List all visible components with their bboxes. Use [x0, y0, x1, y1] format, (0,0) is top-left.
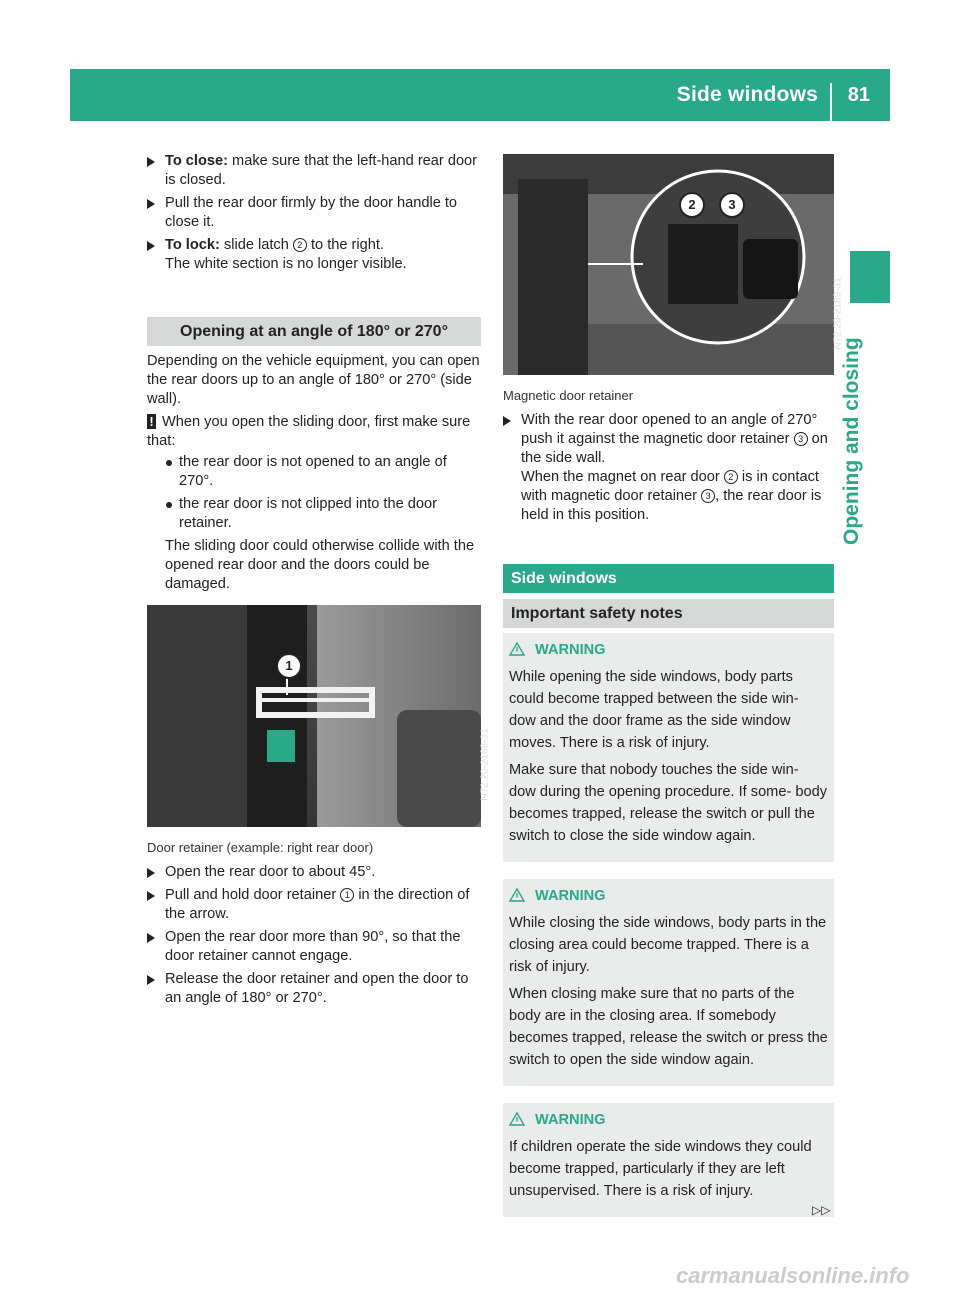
warning-triangle-icon: [509, 888, 525, 902]
arrow-icon: [147, 933, 155, 943]
warning-box-3: WARNING If children operate the side windows they could become trapped, particularly if they are left unsupervised. There is a risk of injury.: [503, 1103, 834, 1217]
warning-text: If children operate the side windows they could become trapped, particularly if they are left unsupervised. There is a risk of injury.: [509, 1139, 812, 1199]
page-number: 81: [847, 84, 870, 106]
section-side-windows: Side windows: [503, 564, 834, 593]
footer-watermark: carmanualsonline.info: [676, 1263, 910, 1288]
right-steps: [503, 386, 834, 529]
callout-number: 1: [340, 888, 354, 902]
warning-triangle-icon: [509, 1112, 525, 1126]
photo-code: N72.20-2188-31: [479, 728, 491, 801]
header-divider: [830, 83, 832, 121]
step-open-45: Open the rear door to about 45°.: [147, 863, 481, 882]
photo-callout-1: 1: [276, 653, 302, 679]
step-close: To close: make sure that the left-hand rear door is closed.: [147, 152, 481, 190]
arrow-icon: [147, 975, 155, 985]
magnetic-retainer-illustration: [503, 154, 834, 375]
callout-number: 3: [794, 432, 808, 446]
warning-text: Make sure that nobody touches the side win- dow during the opening procedure. If some- body becomes trapped, release the switch or pull the switch to close the side window again.: [509, 762, 828, 844]
callout-number: 3: [701, 489, 715, 503]
page-header: [70, 69, 890, 121]
caution-icon: !: [147, 414, 156, 429]
arrow-icon: [147, 868, 155, 878]
chapter-label: Opening and closing: [840, 337, 863, 545]
step-release: Release the door retainer and open the door to an angle of 180° or 270°.: [147, 970, 481, 1008]
photo-callout-2: 2: [679, 192, 705, 218]
caption-door-retainer: Door retainer (example: right rear door): [147, 840, 374, 855]
warning-box-1: WARNING While opening the side windows, body parts could become trapped between the side win- dow and the door frame as the side window moves. There is a risk of injury. Make sure that nobody touches the side win- dow during the opening procedure. If some- body becomes trapped, release the switch or pull the switch to close the side window again.: [503, 633, 834, 862]
caution-item: the rear door is not opened to an angle of 270°.: [147, 453, 481, 491]
right-section: [503, 564, 834, 1217]
door-retainer-photo: [147, 605, 491, 827]
left-steps: [147, 838, 481, 1012]
left-section: [147, 317, 481, 594]
arrow-icon: [147, 157, 155, 167]
caution-end: The sliding door could otherwise collide with the opened rear door and the doors could be damaged.: [165, 538, 475, 592]
warning-text: While opening the side windows, body parts could become trapped between the side win- dow and the door frame as the side window moves. There is a risk of injury.: [509, 669, 799, 751]
warning-triangle-icon: [509, 642, 525, 656]
step-open-90: Open the rear door more than 90°, so that the door retainer cannot engage.: [147, 928, 481, 966]
arrow-icon: [503, 416, 511, 426]
callout-number: 2: [293, 238, 307, 252]
left-column: [147, 152, 481, 274]
warning-text: When closing make sure that no parts of the body are in the closing area. If somebody becomes trapped, release the switch or press the switch to open the side window again.: [509, 986, 828, 1068]
warning-text: While closing the side windows, body parts in the closing area could become trapped. There is a risk of injury.: [509, 915, 827, 975]
header-title: Side windows: [676, 83, 818, 106]
opening-intro: Depending on the vehicle equipment, you can open the rear doors up to an angle of 180° or 270° (side wall).: [147, 353, 480, 407]
step-magnetic: With the rear door opened to an angle of 270° push it against the magnetic door retainer 3 on the side wall. When the magnet on rear door 2 is in contact with magnetic door retainer 3 , the rear door is held in this position.: [503, 411, 834, 525]
arrow-icon: [147, 241, 155, 251]
caption-magnetic-retainer: Magnetic door retainer: [503, 388, 634, 403]
section-safety-notes: Important safety notes: [503, 599, 834, 628]
step-lock: To lock: slide latch 2 to the right.: [147, 236, 481, 255]
step-pull: Pull the rear door firmly by the door handle to close it.: [147, 194, 481, 232]
caution-item: the rear door is not clipped into the door retainer.: [147, 495, 481, 533]
chapter-tab: [850, 251, 890, 303]
arrow-icon: [147, 199, 155, 209]
caution-block: ! When you open the sliding door, first make sure that:: [147, 414, 471, 449]
arrow-icon: [147, 891, 155, 901]
callout-number: 2: [724, 470, 738, 484]
step-pull-retainer: Pull and hold door retainer 1 in the direction of the arrow.: [147, 886, 481, 924]
photo-code: N72.20-2189-31: [832, 277, 844, 350]
next-page-icon: ▷▷: [812, 1203, 831, 1217]
door-retainer-illustration: [147, 605, 481, 827]
lock-note: The white section is no longer visible.: [165, 256, 407, 272]
photo-callout-3: 3: [719, 192, 745, 218]
section-title-opening: Opening at an angle of 180° or 270°: [147, 317, 481, 346]
magnetic-retainer-photo: [503, 154, 844, 375]
warning-box-2: WARNING While closing the side windows, body parts in the closing area could become trapped. There is a risk of injury. When closing make sure that no parts of the body are in the closing area. If somebody becomes trapped, release the switch or press the switch to open the side window again.: [503, 879, 834, 1086]
